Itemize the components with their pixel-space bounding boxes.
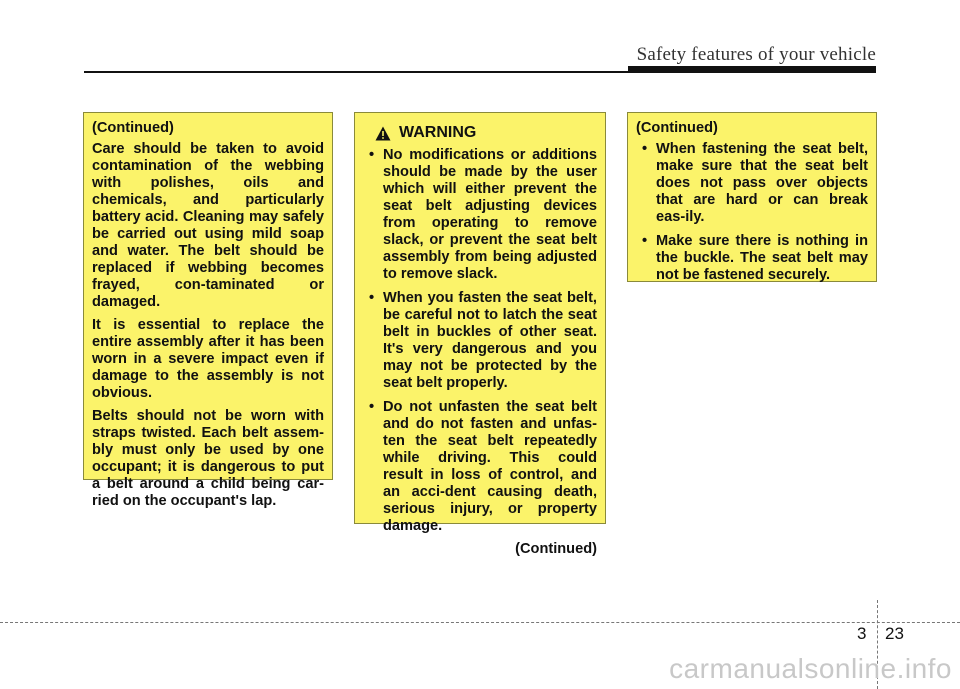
- warning-list: [363, 147, 597, 535]
- list-item: • No modifications or additions should be made by the user which will either prevent the seat belt adjusting devices from operating to remove slack, or prevent the seat belt assembly from being adjusted to remove slack.: [369, 147, 597, 282]
- paragraph-webbing-care: Care should be taken to avoid contamination of the webbing with polishes, oils and chemicals, and particularly battery acid. Cleaning may safely be carried out using mild soap and water. The belt should be replaced if webbing becomes frayed, con-taminated or damaged.: [92, 141, 324, 310]
- warning-item-text: Do not unfasten the seat belt and do not fasten and unfas-ten the seat belt repeatedly while driving. This could result in loss of control, and an acci-dent causing death, serious injury, or property damage.: [383, 399, 597, 534]
- warning-box: [354, 112, 606, 557]
- caution-item-text: Make sure there is nothing in the buckle. The seat belt may not be fastened securely.: [656, 233, 868, 283]
- continued-note-box-right: [627, 112, 877, 282]
- page-number: 23: [885, 624, 904, 643]
- footer-rule: [0, 622, 960, 623]
- warning-title: WARNING: [399, 124, 477, 141]
- list-item: • Make sure there is nothing in the buckle. The seat belt may not be fastened securely.: [642, 233, 868, 283]
- warning-header: [375, 123, 597, 143]
- paragraph-twisted-straps: Belts should not be worn with straps twisted. Each belt assem-bly must only be used by one occupant; it is dangerous to put a belt around a child being car-ried on the occupant's lap.: [92, 408, 324, 509]
- paragraph-replace-assembly: It is essential to replace the entire assembly after it has been worn in a severe impact even if damage to the assembly is not obvious.: [92, 317, 324, 401]
- warning-item-text: No modifications or additions should be made by the user which will either prevent the seat belt adjusting devices from operating to remove slack, or prevent the seat belt assembly from being adjusted to remove slack.: [383, 147, 597, 282]
- list-item: • When you fasten the seat belt, be careful not to latch the seat belt in buckles of other seat. It's very dangerous and you may not be protected by the seat belt properly.: [369, 290, 597, 391]
- warning-triangle-icon: [375, 126, 391, 141]
- caution-list: [636, 141, 868, 284]
- continued-note-box-left: [83, 112, 333, 509]
- list-item: • When fastening the seat belt, make sure that the seat belt does not pass over objects that are hard or can break eas-ily.: [642, 141, 868, 225]
- watermark: carmanualsonline.info: [669, 653, 952, 684]
- continued-label: (Continued): [636, 120, 718, 136]
- continued-label: (Continued): [515, 541, 597, 557]
- caution-item-text: When fastening the seat belt, make sure that the seat belt does not pass over objects that are hard or can break eas-ily.: [656, 141, 868, 225]
- header-rule-accent: [628, 66, 876, 72]
- warning-item-text: When you fasten the seat belt, be careful not to latch the seat belt in buckles of other seat. It's very dangerous and you may not be protected by the seat belt properly.: [383, 290, 597, 391]
- list-item: • Do not unfasten the seat belt and do not fasten and unfas-ten the seat belt repeatedly while driving. This could result in loss of control, and an acci-dent causing death, serious injury, or property damage.: [369, 399, 597, 534]
- continued-label: (Continued): [92, 120, 174, 136]
- chapter-number: 3: [857, 624, 867, 643]
- section-title: Safety features of your vehicle: [636, 44, 876, 65]
